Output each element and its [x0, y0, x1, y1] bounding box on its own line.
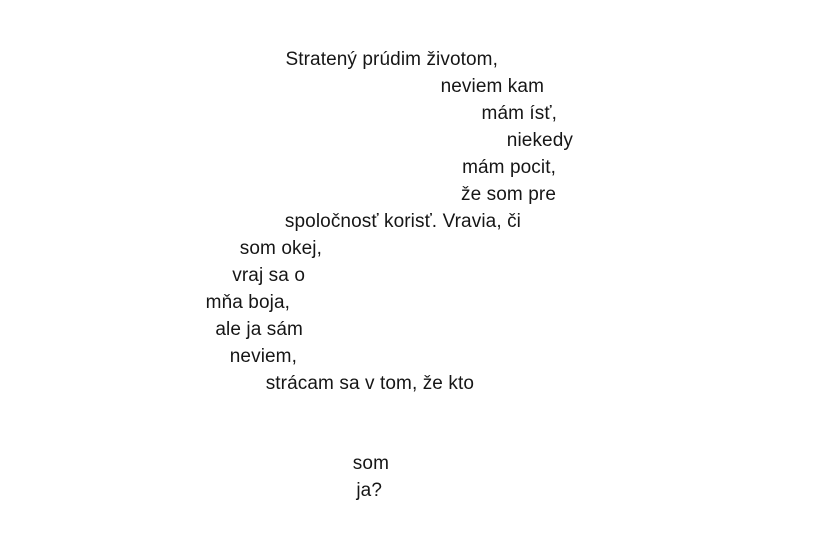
poem-line: neviem,: [229, 346, 297, 367]
poem-line: som: [352, 453, 389, 474]
poem-line: mám ísť,: [481, 103, 557, 124]
poem-line: vraj sa o: [232, 265, 305, 286]
poem-line: niekedy: [506, 130, 573, 151]
poem-line: mňa boja,: [205, 292, 290, 313]
poem-line: že som pre: [461, 184, 556, 205]
poem-line: som okej,: [239, 238, 322, 259]
poem-line: neviem kam: [440, 76, 544, 97]
poem-line: ale ja sám: [215, 319, 303, 340]
poem-line: Stratený prúdim životom,: [285, 49, 498, 70]
poem-line: ja?: [356, 480, 382, 501]
poem-line: mám pocit,: [462, 157, 556, 178]
poem-line: strácam sa v tom, že kto: [265, 373, 474, 394]
poem-line: spoločnosť korisť. Vravia, či: [284, 211, 521, 232]
